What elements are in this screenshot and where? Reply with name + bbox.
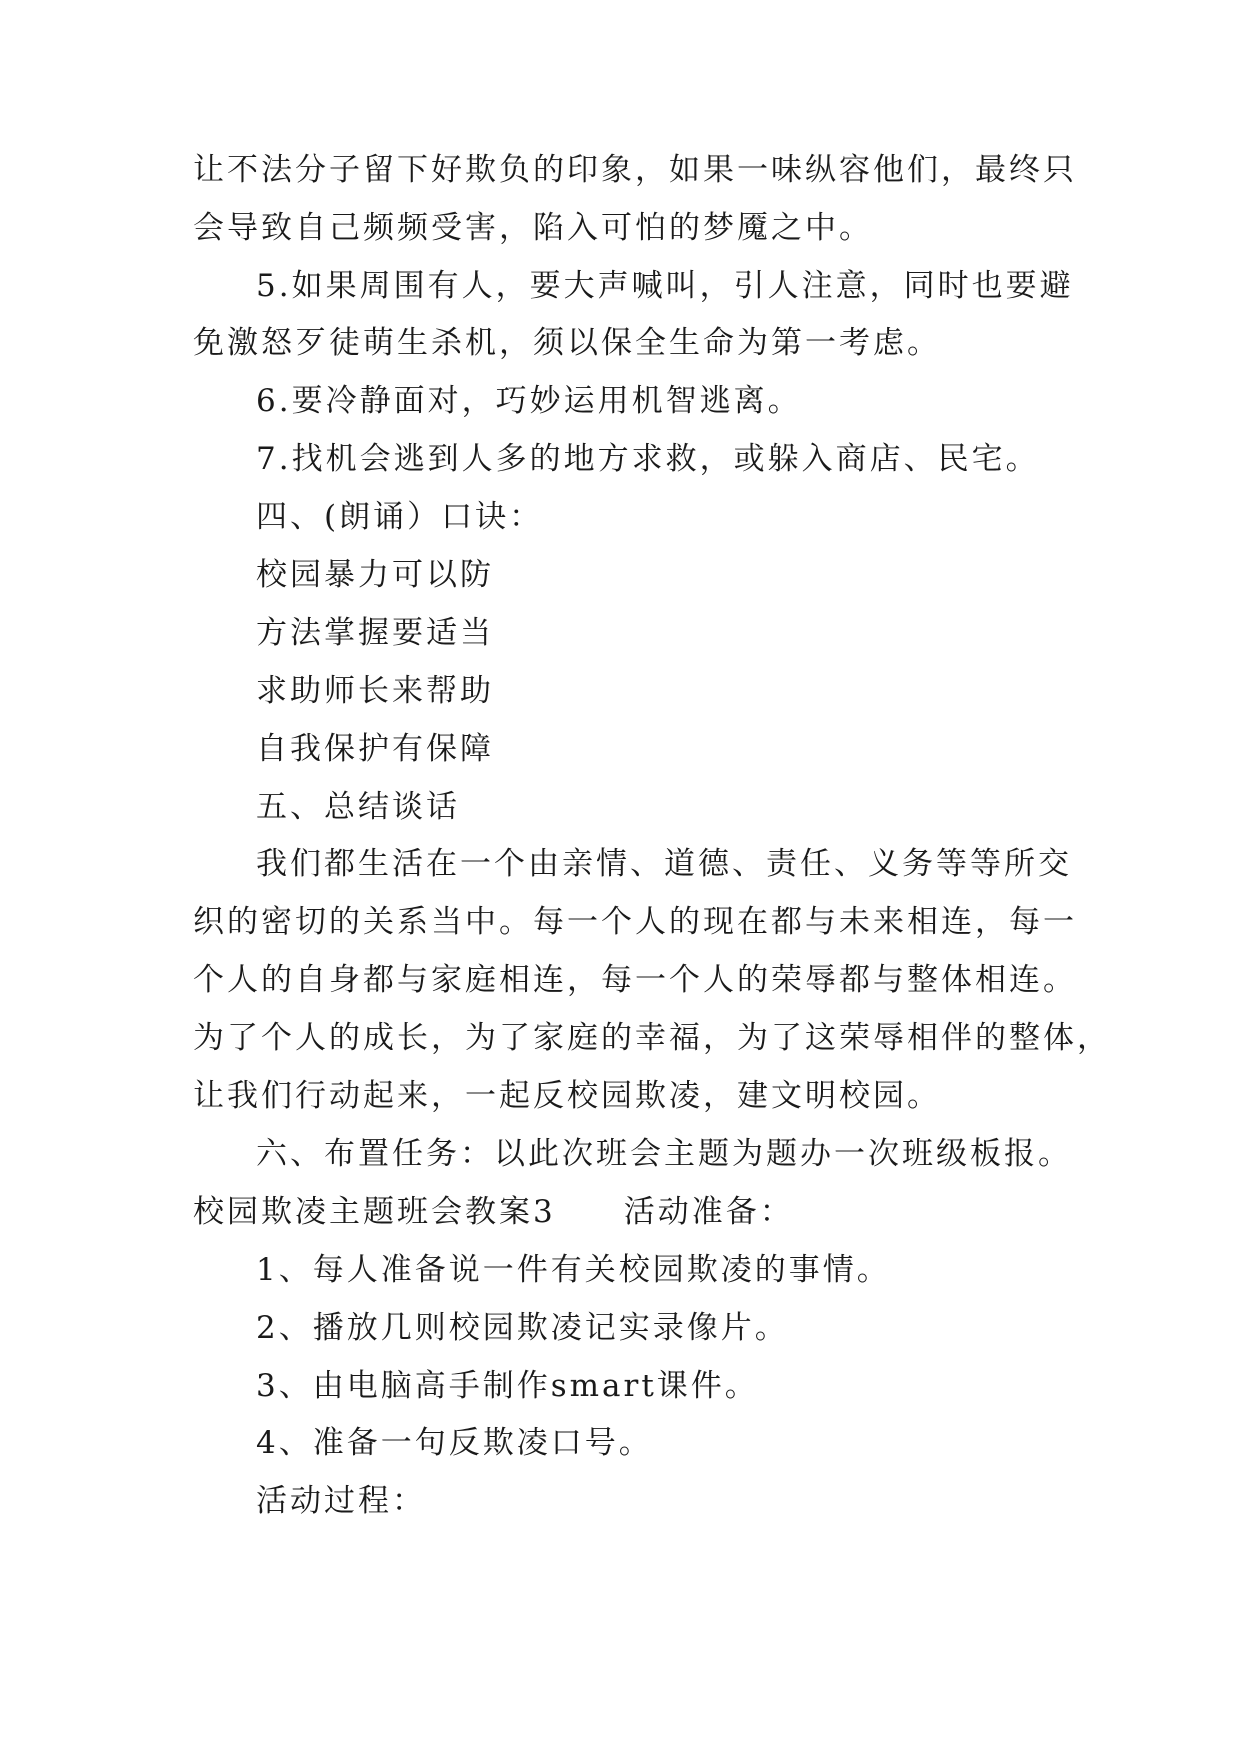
paragraph-line: 个人的自身都与家庭相连，每一个人的荣辱都与整体相连。: [193, 962, 1077, 998]
paragraph-line: 为了个人的成长，为了家庭的幸福，为了这荣辱相伴的整体，: [193, 1020, 1111, 1056]
document-title: 校园欺凌主题班会教案3 活动准备：: [193, 1194, 794, 1230]
section-heading: 四、(朗诵）口诀：: [256, 499, 544, 535]
verse-line: 自我保护有保障: [256, 731, 494, 767]
list-item: 2、播放几则校园欺凌记实录像片。: [256, 1310, 789, 1346]
paragraph-line: 会导致自己频频受害，陷入可怕的梦魇之中。: [193, 210, 873, 246]
section-heading: 活动过程：: [256, 1483, 426, 1519]
list-item: 6.要冷静面对，巧妙运用机智逃离。: [256, 383, 802, 419]
verse-line: 求助师长来帮助: [256, 673, 494, 709]
paragraph-line: 让不法分子留下好欺负的印象，如果一味纵容他们，最终只: [193, 152, 1077, 188]
verse-line: 方法掌握要适当: [256, 615, 494, 651]
paragraph-line: 织的密切的关系当中。每一个人的现在都与未来相连，每一: [193, 904, 1077, 940]
paragraph-line: 免激怒歹徒萌生杀机，须以保全生命为第一考虑。: [193, 325, 941, 361]
list-item: 4、准备一句反欺凌口号。: [256, 1425, 653, 1461]
list-item: 5.如果周围有人，要大声喊叫，引人注意，同时也要避: [256, 268, 1074, 304]
section-heading: 五、总结谈话: [256, 789, 460, 825]
list-item: 3、由电脑高手制作smart课件。: [256, 1368, 759, 1404]
verse-line: 校园暴力可以防: [256, 557, 494, 593]
list-item: 7.找机会逃到人多的地方求救，或躲入商店、民宅。: [256, 441, 1040, 477]
section-heading: 六、布置任务：以此次班会主题为题办一次班级板报。: [256, 1136, 1072, 1172]
paragraph-line: 我们都生活在一个由亲情、道德、责任、义务等等所交: [256, 846, 1072, 882]
list-item: 1、每人准备说一件有关校园欺凌的事情。: [256, 1252, 891, 1288]
paragraph-line: 让我们行动起来，一起反校园欺凌，建文明校园。: [193, 1078, 941, 1114]
